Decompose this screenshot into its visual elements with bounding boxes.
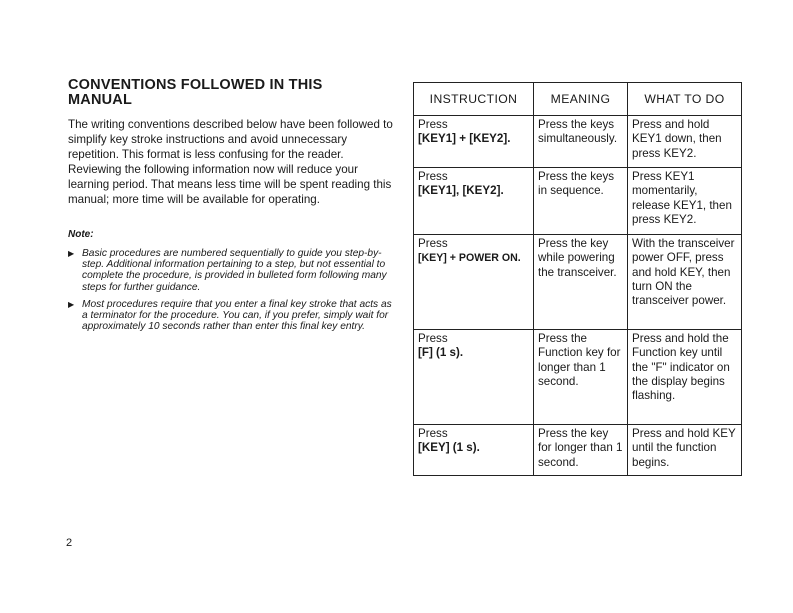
page-number: 2	[66, 537, 73, 549]
instruction-keys: [F] (1 s).	[418, 346, 464, 360]
instruction-press: Press	[418, 332, 448, 345]
instruction-press: Press	[418, 118, 448, 131]
table-header-row	[414, 83, 742, 116]
instruction-keys: [KEY] (1 s).	[418, 441, 480, 455]
table-row	[414, 330, 742, 425]
instruction-keys: [KEY1] + [KEY2].	[418, 132, 511, 146]
instruction-cell	[414, 116, 534, 168]
note-bullet	[68, 299, 393, 345]
instruction-cell	[414, 425, 534, 476]
section-title: CONVENTIONS FOLLOWED IN THIS MANUAL	[68, 77, 323, 108]
instruction-keys: [KEY1], [KEY2].	[418, 184, 504, 198]
bullet-arrow-icon: ▶	[68, 300, 75, 309]
note-bullet	[68, 248, 393, 294]
table-row	[414, 235, 742, 330]
instruction-cell	[414, 330, 534, 425]
meaning-cell: Press the key while powering the transceiver.	[534, 235, 628, 330]
table-row	[414, 425, 742, 476]
what-to-do-cell: Press and hold KEY1 down, then press KEY2.	[628, 116, 742, 168]
instruction-keys: [KEY] + POWER ON.	[418, 252, 521, 265]
header-instruction: INSTRUCTION	[414, 83, 534, 116]
intro-paragraph: The writing conventions described below have been followed to simplify key stroke instructions and avoid unnecessary repetition. This format is less confusing for the reader. Reviewing the following information now will reduce your learning period. That means less time will be spent reading this manual; more time will be available for operating.	[68, 118, 393, 207]
note-bullet-text: Basic procedures are numbered sequentially to guide you step-by-step. Additional information pertaining to a step, but not essential to complete the procedure, is provided in bulleted form following many steps for further guidance.	[82, 248, 387, 293]
instruction-press: Press	[418, 237, 448, 250]
what-to-do-cell: Press and hold KEY until the function begins.	[628, 425, 742, 476]
header-meaning: MEANING	[534, 83, 628, 116]
bullet-arrow-icon: ▶	[68, 249, 75, 258]
meaning-cell: Press the keys simultaneously.	[534, 116, 628, 168]
what-to-do-cell: With the transceiver power OFF, press and hold KEY, then turn ON the transceiver power.	[628, 235, 742, 330]
conventions-table	[413, 82, 742, 476]
meaning-cell: Press the key for longer than 1 second.	[534, 425, 628, 476]
table-row	[414, 168, 742, 235]
note-label: Note:	[68, 229, 94, 240]
instruction-cell	[414, 235, 534, 330]
header-what-to-do: WHAT TO DO	[628, 83, 742, 116]
instruction-cell	[414, 168, 534, 235]
what-to-do-cell: Press KEY1 momentarily, release KEY1, then press KEY2.	[628, 168, 742, 235]
meaning-cell: Press the keys in sequence.	[534, 168, 628, 235]
instruction-press: Press	[418, 427, 448, 440]
note-bullet-text: Most procedures require that you enter a final key stroke that acts as a terminator for the procedure. You can, if you prefer, simply wait for approximately 10 seconds rather than enter this final key entry.	[82, 299, 392, 333]
meaning-cell: Press the Function key for longer than 1 second.	[534, 330, 628, 425]
table-row	[414, 116, 742, 168]
instruction-press: Press	[418, 170, 448, 183]
what-to-do-cell: Press and hold the Function key until the "F" indicator on the display begins flashing.	[628, 330, 742, 425]
